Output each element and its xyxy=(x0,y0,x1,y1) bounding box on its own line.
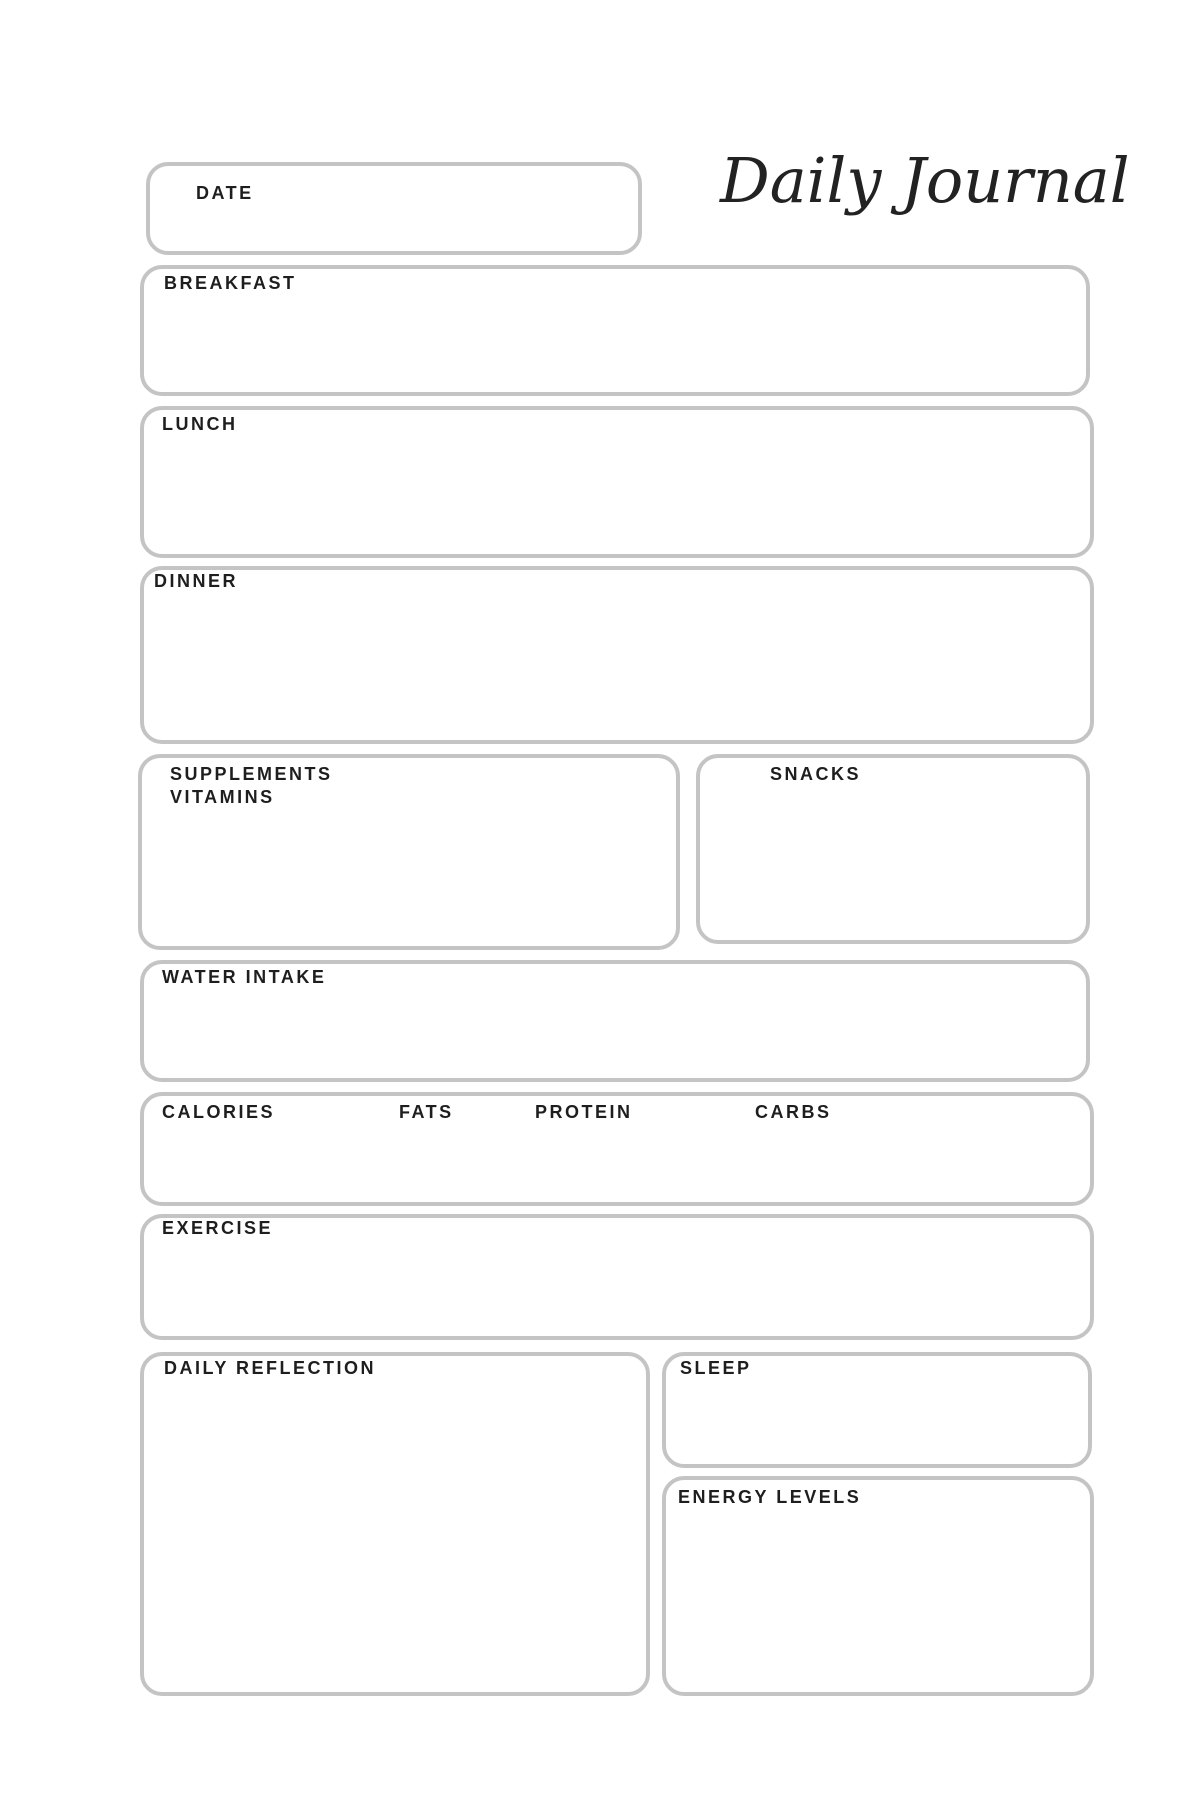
daily-reflection-box[interactable] xyxy=(140,1352,650,1696)
lunch-label: LUNCH xyxy=(162,414,238,434)
date-box[interactable] xyxy=(146,162,642,255)
fats-label: FATS xyxy=(399,1102,454,1122)
journal-title-text: Daily Journal xyxy=(720,144,1130,217)
exercise-label: EXERCISE xyxy=(162,1218,274,1238)
exercise-box[interactable] xyxy=(140,1214,1094,1340)
dinner-label: DINNER xyxy=(154,571,239,591)
snacks-box[interactable] xyxy=(696,754,1090,944)
carbs-label: CARBS xyxy=(755,1102,832,1122)
energy-levels-box[interactable] xyxy=(662,1476,1094,1696)
breakfast-label: BREAKFAST xyxy=(164,273,297,293)
dinner-box[interactable] xyxy=(140,566,1094,744)
calories-label: CALORIES xyxy=(162,1102,276,1122)
sleep-label: SLEEP xyxy=(680,1358,752,1378)
energy-levels-label: ENERGY LEVELS xyxy=(678,1487,862,1507)
lunch-box[interactable] xyxy=(140,406,1094,558)
supplements-label: SUPPLEMENTS xyxy=(170,764,333,784)
protein-label: PROTEIN xyxy=(535,1102,633,1122)
water-intake-label: WATER INTAKE xyxy=(162,967,327,987)
vitamins-label: VITAMINS xyxy=(170,787,275,807)
daily-reflection-label: DAILY REFLECTION xyxy=(164,1358,377,1378)
journal-title xyxy=(712,130,1130,240)
date-label: DATE xyxy=(196,183,254,203)
snacks-label: SNACKS xyxy=(770,764,862,784)
